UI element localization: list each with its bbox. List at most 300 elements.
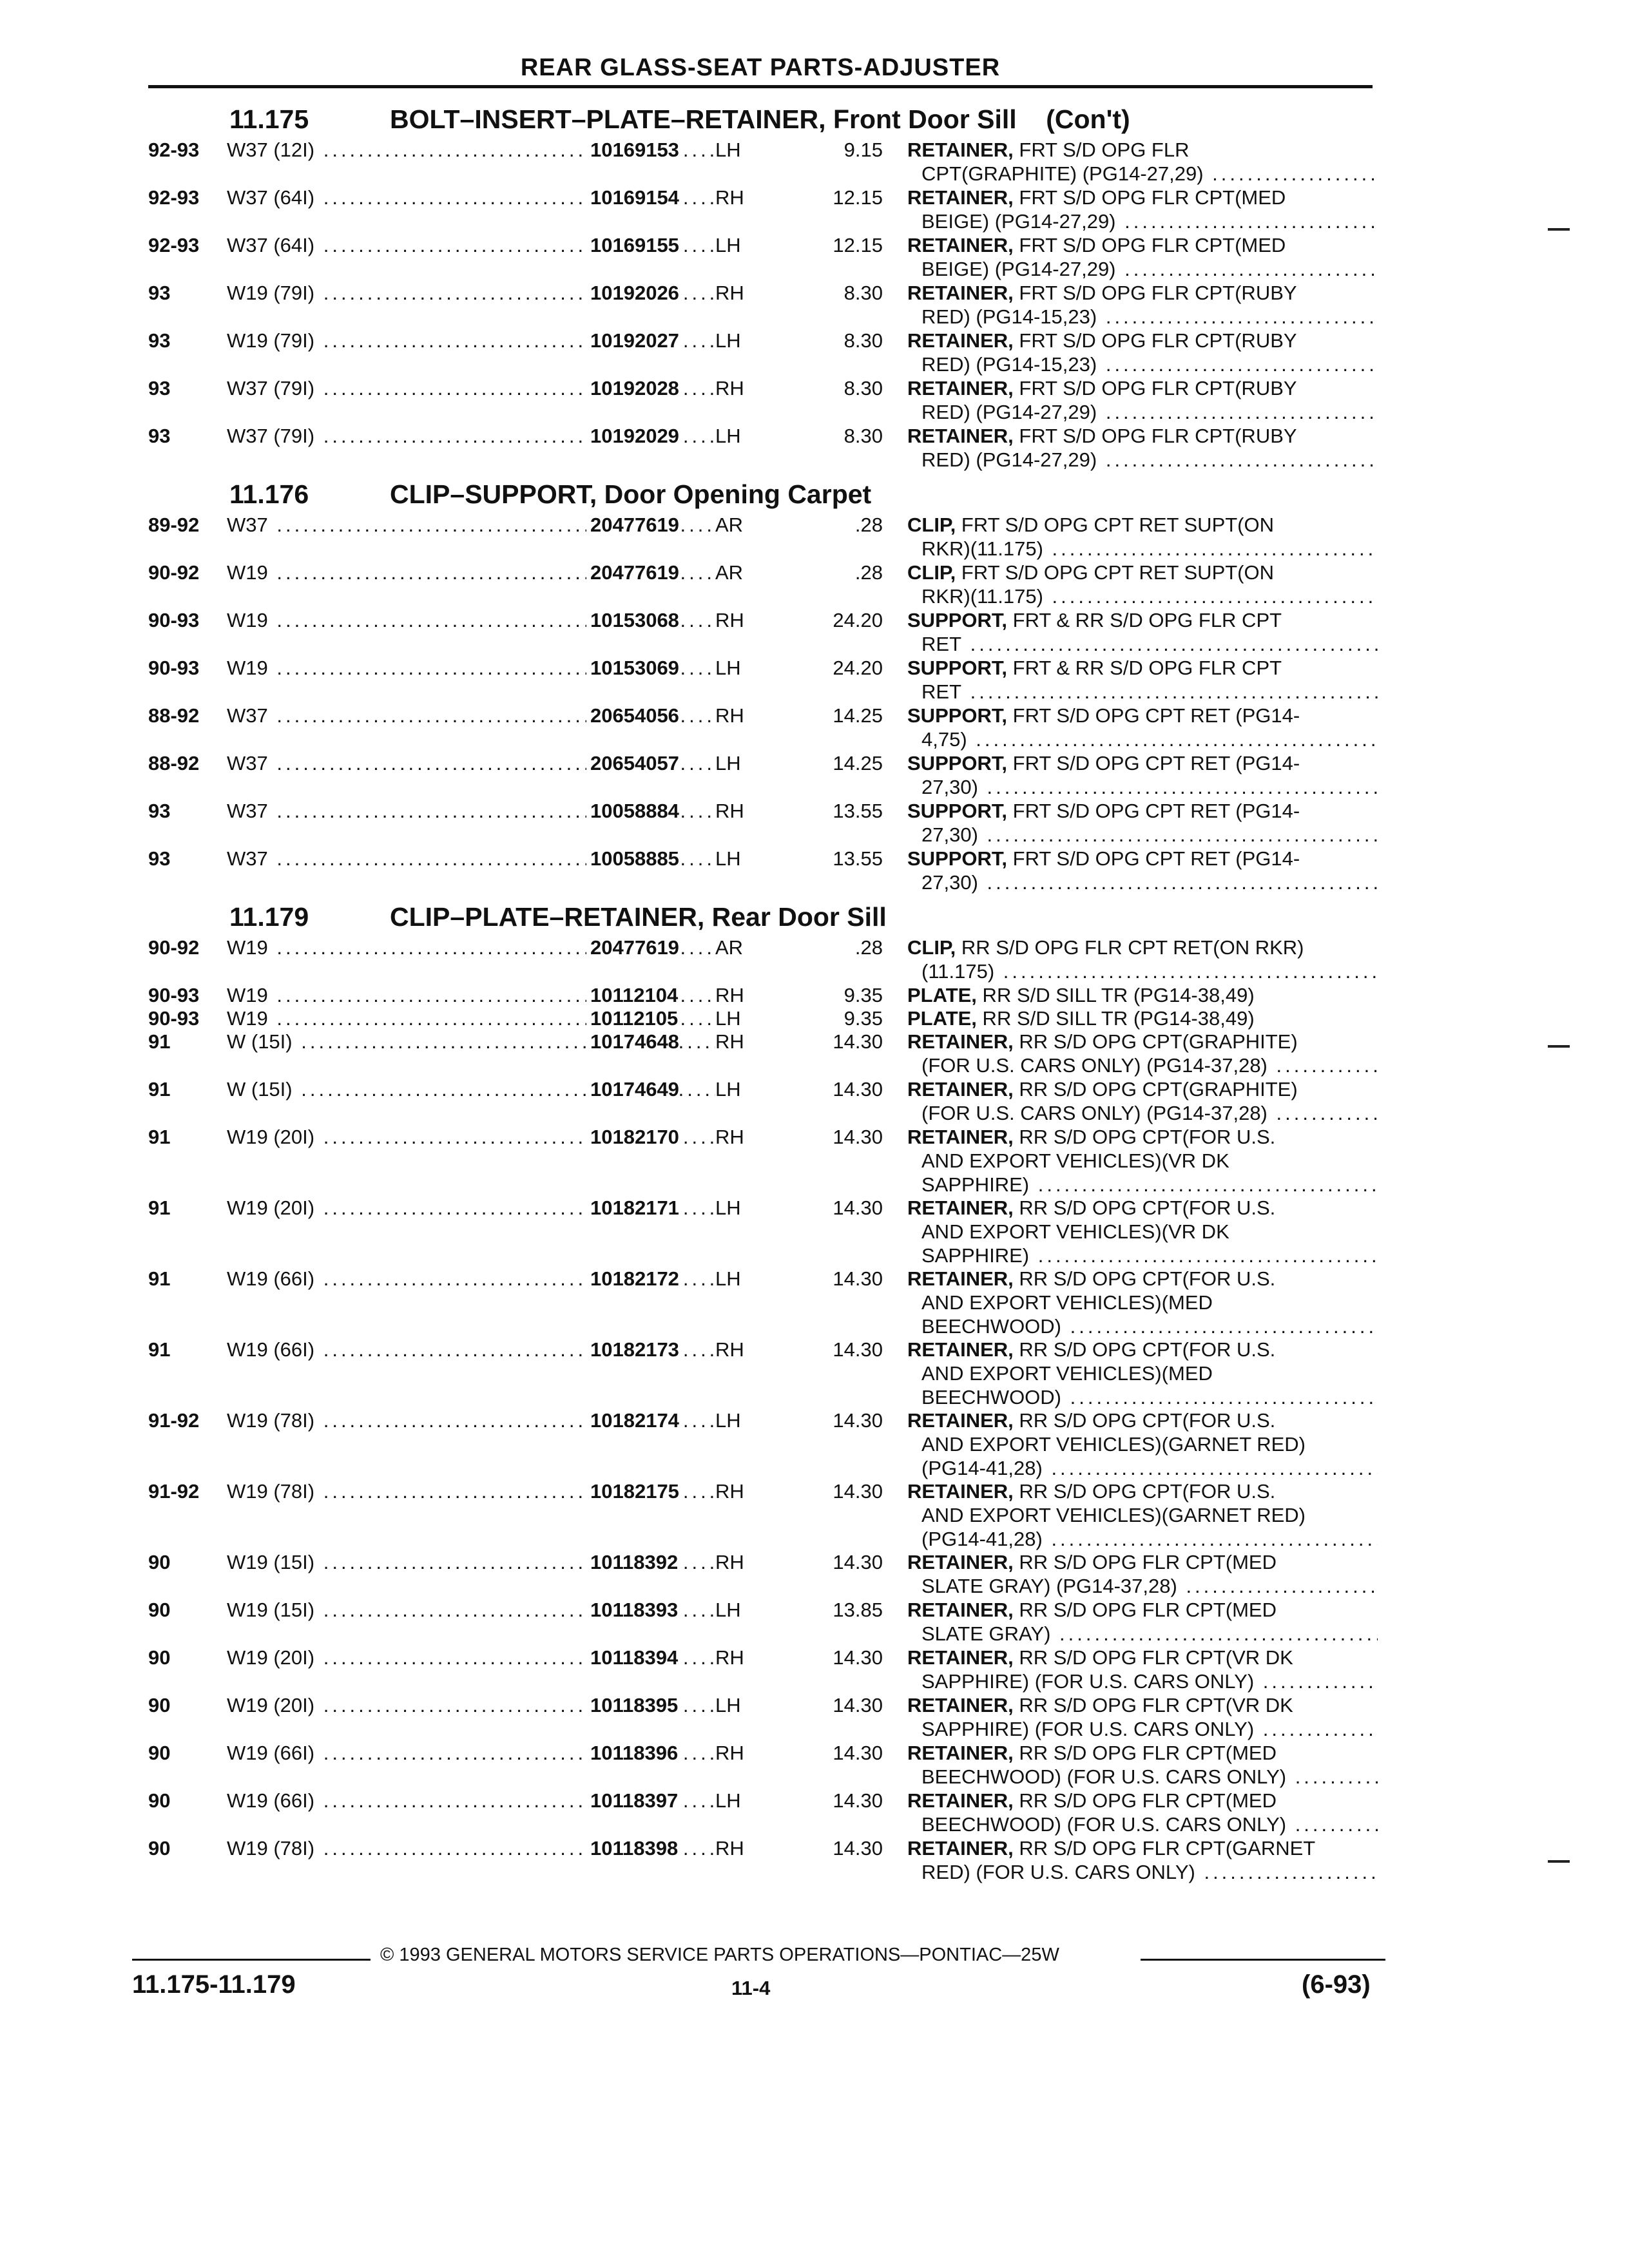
part-description xyxy=(907,936,1378,983)
model-year: 93 xyxy=(148,800,171,822)
model-year: 90 xyxy=(148,1599,171,1621)
price: 9.35 xyxy=(843,984,883,1006)
model-year: 90 xyxy=(148,1694,171,1716)
model-code: W19 ..... xyxy=(227,1006,737,1030)
description-line: RETAINER, RR S/D OPG FLR CPT(MED xyxy=(907,1551,1277,1573)
description-line: RETAINER, FRT S/D OPG FLR CPT(RUBY xyxy=(907,425,1297,447)
part-number: 10058885 xyxy=(586,847,679,870)
part-description xyxy=(907,186,1378,233)
price: 14.30 xyxy=(833,1742,883,1764)
model-year: 91-92 xyxy=(148,1480,200,1503)
model-code: W19 (66I) ..... xyxy=(227,1741,737,1765)
part-row xyxy=(148,704,1379,751)
description-line: RKR)(11.175) ..... xyxy=(907,537,1378,561)
price: 14.30 xyxy=(833,1030,883,1053)
description-line: RED) (PG14-15,23) ..... xyxy=(907,305,1378,329)
part-number: 10182174 xyxy=(586,1408,679,1432)
model-year: 90-93 xyxy=(148,609,200,631)
part-row xyxy=(148,1741,1379,1789)
position: LH xyxy=(715,329,754,352)
position: LH xyxy=(715,1693,754,1717)
part-number: 10118398 xyxy=(586,1836,678,1860)
model-year: 91-92 xyxy=(148,1409,200,1432)
part-row xyxy=(148,1338,1379,1408)
description-line: CLIP, FRT S/D OPG CPT RET SUPT(ON xyxy=(907,561,1275,584)
position: LH xyxy=(715,1006,754,1030)
position: LH xyxy=(715,1789,754,1812)
part-number: 20477619 xyxy=(586,936,679,959)
part-description xyxy=(907,424,1378,472)
description-line: RETAINER, RR S/D OPG FLR CPT(MED xyxy=(907,1599,1277,1621)
price: 13.85 xyxy=(833,1599,883,1621)
position: RH xyxy=(715,1741,754,1765)
position: RH xyxy=(715,1550,754,1574)
description-line: AND EXPORT VEHICLES)(GARNET RED) xyxy=(921,1433,1306,1456)
position: RH xyxy=(715,1030,754,1053)
model-year: 91 xyxy=(148,1126,171,1148)
description-line: (PG14-41,28) ..... xyxy=(907,1527,1378,1551)
part-description xyxy=(907,138,1378,186)
position: LH xyxy=(715,1196,754,1220)
position: RH xyxy=(715,376,754,400)
position: RH xyxy=(715,1125,754,1149)
part-description xyxy=(907,1408,1378,1480)
description-line: RETAINER, RR S/D OPG FLR CPT(GARNET xyxy=(907,1837,1316,1860)
part-description xyxy=(907,1125,1378,1196)
description-line: PLATE, RR S/D SILL TR (PG14-38,49) xyxy=(907,984,1255,1006)
part-row xyxy=(148,233,1379,281)
model-code: W19 (78I) ..... xyxy=(227,1408,737,1432)
part-row xyxy=(148,329,1379,376)
description-line: SUPPORT, FRT S/D OPG CPT RET (PG14- xyxy=(907,847,1300,870)
price: 12.15 xyxy=(833,186,883,209)
description-line: RETAINER, RR S/D OPG CPT(GRAPHITE) xyxy=(907,1030,1298,1053)
price: 9.15 xyxy=(843,139,883,161)
part-number: 10192028 xyxy=(586,376,679,400)
part-description xyxy=(907,281,1378,329)
model-code: W37 (12I) ..... xyxy=(227,138,737,162)
part-number: 10182172 xyxy=(586,1267,679,1291)
part-row xyxy=(148,376,1379,424)
description-line: RET ..... xyxy=(907,632,1378,656)
price: 14.25 xyxy=(833,704,883,727)
position: RH xyxy=(715,1338,754,1361)
position: RH xyxy=(715,1479,754,1503)
position: AR xyxy=(715,936,754,959)
page-header: REAR GLASS-SEAT PARTS-ADJUSTER xyxy=(520,54,1001,81)
part-number: 10169153 xyxy=(586,138,679,162)
part-row xyxy=(148,1789,1379,1836)
margin-mark xyxy=(1548,1045,1570,1048)
model-year: 90 xyxy=(148,1789,171,1812)
part-number: 10118397 xyxy=(586,1789,678,1812)
description-line: RETAINER, RR S/D OPG CPT(FOR U.S. xyxy=(907,1196,1276,1219)
section-name-text: CLIP–PLATE–RETAINER, Rear Door Sill xyxy=(390,902,887,932)
part-description xyxy=(907,1267,1378,1338)
description-line: AND EXPORT VEHICLES)(MED xyxy=(921,1362,1213,1385)
description-line: RETAINER, RR S/D OPG FLR CPT(VR DK xyxy=(907,1694,1293,1716)
description-line: AND EXPORT VEHICLES)(VR DK xyxy=(921,1220,1229,1243)
part-row xyxy=(148,983,1379,1006)
position: LH xyxy=(715,138,754,162)
position: LH xyxy=(715,1408,754,1432)
section-number: 11.175 xyxy=(229,104,309,134)
description-line: RED) (PG14-27,29) ..... xyxy=(907,448,1378,472)
part-number: 10174648 xyxy=(586,1030,679,1053)
description-line: SUPPORT, FRT & RR S/D OPG FLR CPT xyxy=(907,609,1282,631)
part-description xyxy=(907,1598,1378,1646)
position: RH xyxy=(715,186,754,209)
position: LH xyxy=(715,233,754,257)
position: LH xyxy=(715,656,754,680)
model-code: W19 (66I) ..... xyxy=(227,1338,737,1361)
model-code: W19 (20I) ..... xyxy=(227,1693,737,1717)
part-description xyxy=(907,751,1378,799)
description-line: PLATE, RR S/D SILL TR (PG14-38,49) xyxy=(907,1007,1255,1030)
description-line: SAPPHIRE) ..... xyxy=(907,1173,1378,1196)
price: 13.55 xyxy=(833,800,883,822)
part-row xyxy=(148,656,1379,704)
header-rule xyxy=(148,85,1373,88)
description-line: (PG14-41,28) ..... xyxy=(907,1456,1378,1480)
position: LH xyxy=(715,847,754,870)
part-number: 20654057 xyxy=(586,751,679,775)
model-year: 92-93 xyxy=(148,234,200,256)
model-code: W19 (78I) ..... xyxy=(227,1479,737,1503)
part-description xyxy=(907,233,1378,281)
part-description xyxy=(907,656,1378,704)
part-description xyxy=(907,1338,1378,1409)
position: RH xyxy=(715,608,754,632)
description-line: 27,30) ..... xyxy=(907,870,1378,894)
description-line: 27,30) ..... xyxy=(907,823,1378,847)
part-number: 10118395 xyxy=(586,1693,678,1717)
description-line: RETAINER, RR S/D OPG FLR CPT(MED xyxy=(907,1789,1277,1812)
description-line: SUPPORT, FRT & RR S/D OPG FLR CPT xyxy=(907,657,1282,679)
description-line: BEECHWOOD) (FOR U.S. CARS ONLY) ..... xyxy=(907,1812,1378,1836)
part-row xyxy=(148,847,1379,894)
part-row xyxy=(148,751,1379,799)
description-line: RED) (PG14-15,23) ..... xyxy=(907,352,1378,376)
part-number: 10118392 xyxy=(586,1550,678,1574)
description-line: SLATE GRAY) (PG14-37,28) ..... xyxy=(907,1574,1378,1598)
description-line: BEECHWOOD) (FOR U.S. CARS ONLY) ..... xyxy=(907,1765,1378,1789)
position: RH xyxy=(715,1836,754,1860)
part-row xyxy=(148,799,1379,847)
model-year: 93 xyxy=(148,847,171,870)
part-number: 10182170 xyxy=(586,1125,679,1149)
price: 14.30 xyxy=(833,1338,883,1361)
model-year: 90 xyxy=(148,1646,171,1669)
price: 14.30 xyxy=(833,1126,883,1148)
description-line: AND EXPORT VEHICLES)(VR DK xyxy=(921,1149,1229,1172)
price: 14.30 xyxy=(833,1694,883,1716)
model-year: 90-92 xyxy=(148,561,200,584)
description-line: (FOR U.S. CARS ONLY) (PG14-37,28) ..... xyxy=(907,1053,1378,1077)
margin-mark xyxy=(1548,228,1570,231)
description-line: RETAINER, FRT S/D OPG FLR CPT(RUBY xyxy=(907,329,1297,352)
description-line: RETAINER, RR S/D OPG CPT(GRAPHITE) xyxy=(907,1078,1298,1100)
part-row xyxy=(148,281,1379,329)
part-row xyxy=(148,513,1379,561)
part-description xyxy=(907,513,1378,561)
section-name xyxy=(390,472,871,517)
model-year: 90-93 xyxy=(148,1007,200,1030)
part-number: 10192027 xyxy=(586,329,679,352)
position: RH xyxy=(715,799,754,823)
model-code: W37 (79I) ..... xyxy=(227,424,737,448)
part-description xyxy=(907,1006,1378,1030)
model-year: 91 xyxy=(148,1196,171,1219)
model-code: W (15I) ..... xyxy=(227,1077,737,1101)
part-number: 10182173 xyxy=(586,1338,679,1361)
model-code: W37 (64I) ..... xyxy=(227,233,737,257)
part-number: 10112104 xyxy=(586,983,678,1007)
description-line: AND EXPORT VEHICLES)(MED xyxy=(921,1291,1213,1314)
section-name xyxy=(390,97,1130,142)
model-year: 91 xyxy=(148,1078,171,1100)
description-line: (FOR U.S. CARS ONLY) (PG14-37,28) ..... xyxy=(907,1101,1378,1125)
description-line: 27,30) ..... xyxy=(907,775,1378,799)
position: RH xyxy=(715,983,754,1007)
price: 14.30 xyxy=(833,1078,883,1100)
part-description xyxy=(907,1741,1378,1789)
part-number: 10118396 xyxy=(586,1741,678,1765)
price: .28 xyxy=(854,936,883,959)
description-line: AND EXPORT VEHICLES)(GARNET RED) xyxy=(921,1504,1306,1526)
price: 8.30 xyxy=(843,377,883,399)
model-year: 90-93 xyxy=(148,657,200,679)
price: 14.30 xyxy=(833,1551,883,1573)
part-row xyxy=(148,1836,1379,1884)
model-code: W19 (66I) ..... xyxy=(227,1789,737,1812)
price: 14.30 xyxy=(833,1789,883,1812)
model-year: 90-93 xyxy=(148,984,200,1006)
description-line: RETAINER, FRT S/D OPG FLR CPT(RUBY xyxy=(907,377,1297,399)
part-number: 10118394 xyxy=(586,1646,678,1669)
description-line: RED) (PG14-27,29) ..... xyxy=(907,400,1378,424)
description-line: RETAINER, RR S/D OPG CPT(FOR U.S. xyxy=(907,1480,1276,1503)
model-code: W37 (64I) ..... xyxy=(227,186,737,209)
part-row xyxy=(148,1479,1379,1550)
part-row xyxy=(148,1030,1379,1077)
description-line: SAPPHIRE) (FOR U.S. CARS ONLY) ..... xyxy=(907,1717,1378,1741)
section-name-text: BOLT–INSERT–PLATE–RETAINER, Front Door Sill xyxy=(390,104,1017,134)
section-continued: (Con't) xyxy=(1046,104,1130,134)
section-title xyxy=(148,472,1379,513)
model-code: W37 ..... xyxy=(227,513,737,537)
part-row xyxy=(148,424,1379,472)
part-description xyxy=(907,1789,1378,1836)
part-row xyxy=(148,1125,1379,1196)
part-number: 10174649 xyxy=(586,1077,679,1101)
section-title xyxy=(148,97,1379,138)
position: AR xyxy=(715,561,754,584)
part-number: 20477619 xyxy=(586,513,679,537)
part-row xyxy=(148,936,1379,983)
description-line: SAPPHIRE) (FOR U.S. CARS ONLY) ..... xyxy=(907,1669,1378,1693)
part-description xyxy=(907,1479,1378,1551)
part-description xyxy=(907,1646,1378,1693)
description-line: RETAINER, FRT S/D OPG FLR CPT(RUBY xyxy=(907,282,1297,304)
parts-listing xyxy=(148,97,1379,1884)
model-code: W37 ..... xyxy=(227,751,737,775)
price: .28 xyxy=(854,514,883,536)
footer-section-range: 11.175-11.179 xyxy=(132,1970,296,1999)
model-code: W19 ..... xyxy=(227,936,737,959)
model-code: W19 (20I) ..... xyxy=(227,1196,737,1220)
part-row xyxy=(148,1550,1379,1598)
position: AR xyxy=(715,513,754,537)
part-description xyxy=(907,329,1378,376)
description-line: SUPPORT, FRT S/D OPG CPT RET (PG14- xyxy=(907,704,1300,727)
part-row xyxy=(148,1408,1379,1479)
description-line: RET ..... xyxy=(907,680,1378,704)
part-description xyxy=(907,608,1378,656)
part-number: 20654056 xyxy=(586,704,679,727)
part-row xyxy=(148,1196,1379,1267)
part-description xyxy=(907,376,1378,424)
model-code: W19 ..... xyxy=(227,983,737,1007)
margin-mark xyxy=(1548,1860,1570,1863)
model-year: 91 xyxy=(148,1267,171,1290)
part-description xyxy=(907,1693,1378,1741)
description-line: RETAINER, FRT S/D OPG FLR xyxy=(907,139,1190,161)
price: 14.25 xyxy=(833,752,883,774)
model-year: 90 xyxy=(148,1551,171,1573)
description-line: RETAINER, FRT S/D OPG FLR CPT(MED xyxy=(907,234,1286,256)
footer-rule-left xyxy=(132,1959,371,1961)
part-number: 10169154 xyxy=(586,186,679,209)
price: 14.30 xyxy=(833,1196,883,1219)
description-line: BEECHWOOD) ..... xyxy=(907,1314,1378,1338)
part-row xyxy=(148,138,1379,186)
description-line: CPT(GRAPHITE) (PG14-27,29) ..... xyxy=(907,162,1378,186)
model-code: W19 ..... xyxy=(227,561,737,584)
description-line: RETAINER, FRT S/D OPG FLR CPT(MED xyxy=(907,186,1286,209)
description-line: RETAINER, RR S/D OPG FLR CPT(MED xyxy=(907,1742,1277,1764)
position: LH xyxy=(715,1598,754,1622)
price: .28 xyxy=(854,561,883,584)
model-year: 90 xyxy=(148,1837,171,1860)
price: 24.20 xyxy=(833,657,883,679)
model-code: W19 (20I) ..... xyxy=(227,1646,737,1669)
section-number: 11.176 xyxy=(229,479,309,509)
section-name xyxy=(390,894,887,939)
model-code: W19 (15I) ..... xyxy=(227,1550,737,1574)
model-code: W19 (79I) ..... xyxy=(227,281,737,305)
model-code: W37 (79I) ..... xyxy=(227,376,737,400)
position: LH xyxy=(715,751,754,775)
position: RH xyxy=(715,1646,754,1669)
description-line: RETAINER, RR S/D OPG CPT(FOR U.S. xyxy=(907,1267,1276,1290)
model-code: W19 (66I) ..... xyxy=(227,1267,737,1291)
part-description xyxy=(907,1077,1378,1125)
section-name-text: CLIP–SUPPORT, Door Opening Carpet xyxy=(390,479,872,509)
model-year: 92-93 xyxy=(148,186,200,209)
part-number: 10153068 xyxy=(586,608,679,632)
description-line: RETAINER, RR S/D OPG CPT(FOR U.S. xyxy=(907,1126,1276,1148)
part-row xyxy=(148,186,1379,233)
position: LH xyxy=(715,1077,754,1101)
section-title xyxy=(148,894,1379,936)
position: LH xyxy=(715,424,754,448)
part-row xyxy=(148,1646,1379,1693)
part-description xyxy=(907,1196,1378,1267)
part-row xyxy=(148,1598,1379,1646)
description-line: CLIP, FRT S/D OPG CPT RET SUPT(ON xyxy=(907,514,1275,536)
footer-copyright: © 1993 GENERAL MOTORS SERVICE PARTS OPERATIONS—PONTIAC—25W xyxy=(380,1945,1059,1965)
position: LH xyxy=(715,1267,754,1291)
model-year: 91 xyxy=(148,1030,171,1053)
price: 8.30 xyxy=(843,329,883,352)
part-description xyxy=(907,561,1378,608)
model-code: W19 ..... xyxy=(227,608,737,632)
description-line: BEECHWOOD) ..... xyxy=(907,1385,1378,1409)
footer-rule-right xyxy=(1141,1959,1385,1961)
part-description xyxy=(907,1836,1378,1884)
model-year: 91 xyxy=(148,1338,171,1361)
description-line: SAPPHIRE) ..... xyxy=(907,1244,1378,1267)
description-line: BEIGE) (PG14-27,29) ..... xyxy=(907,209,1378,233)
position: RH xyxy=(715,704,754,727)
part-number: 10112105 xyxy=(586,1006,678,1030)
part-row xyxy=(148,1693,1379,1741)
part-row xyxy=(148,1077,1379,1125)
model-year: 88-92 xyxy=(148,704,200,727)
model-year: 90 xyxy=(148,1742,171,1764)
description-line: RKR)(11.175) ..... xyxy=(907,584,1378,608)
footer-date: (6-93) xyxy=(1302,1970,1371,1999)
model-code: W37 ..... xyxy=(227,799,737,823)
description-line: RETAINER, RR S/D OPG CPT(FOR U.S. xyxy=(907,1338,1276,1361)
description-line: 4,75) ..... xyxy=(907,727,1378,751)
description-line: RETAINER, RR S/D OPG CPT(FOR U.S. xyxy=(907,1409,1276,1432)
part-number: 10118393 xyxy=(586,1598,678,1622)
model-year: 93 xyxy=(148,377,171,399)
part-row xyxy=(148,1267,1379,1338)
description-line: (11.175) ..... xyxy=(907,959,1378,983)
part-description xyxy=(907,1550,1378,1598)
part-number: 10182171 xyxy=(586,1196,679,1220)
model-year: 89-92 xyxy=(148,514,200,536)
description-line: RED) (FOR U.S. CARS ONLY) ..... xyxy=(907,1860,1378,1884)
model-code: W19 (15I) ..... xyxy=(227,1598,737,1622)
part-number: 10153069 xyxy=(586,656,679,680)
position: RH xyxy=(715,281,754,305)
description-line: RETAINER, RR S/D OPG FLR CPT(VR DK xyxy=(907,1646,1293,1669)
part-number: 10192029 xyxy=(586,424,679,448)
model-year: 92-93 xyxy=(148,139,200,161)
model-year: 88-92 xyxy=(148,752,200,774)
description-line: BEIGE) (PG14-27,29) ..... xyxy=(907,257,1378,281)
part-description xyxy=(907,799,1378,847)
section-number: 11.179 xyxy=(229,902,309,932)
footer-page-number: 11-4 xyxy=(731,1977,771,1999)
model-code: W19 ..... xyxy=(227,656,737,680)
price: 13.55 xyxy=(833,847,883,870)
price: 14.30 xyxy=(833,1409,883,1432)
price: 9.35 xyxy=(843,1007,883,1030)
description-line: SUPPORT, FRT S/D OPG CPT RET (PG14- xyxy=(907,800,1300,822)
price: 24.20 xyxy=(833,609,883,631)
model-code: W19 (20I) ..... xyxy=(227,1125,737,1149)
price: 14.30 xyxy=(833,1480,883,1503)
description-line: SLATE GRAY) ..... xyxy=(907,1622,1378,1646)
description-line: SUPPORT, FRT S/D OPG CPT RET (PG14- xyxy=(907,752,1300,774)
model-year: 90-92 xyxy=(148,936,200,959)
description-line: CLIP, RR S/D OPG FLR CPT RET(ON RKR) xyxy=(907,936,1304,959)
